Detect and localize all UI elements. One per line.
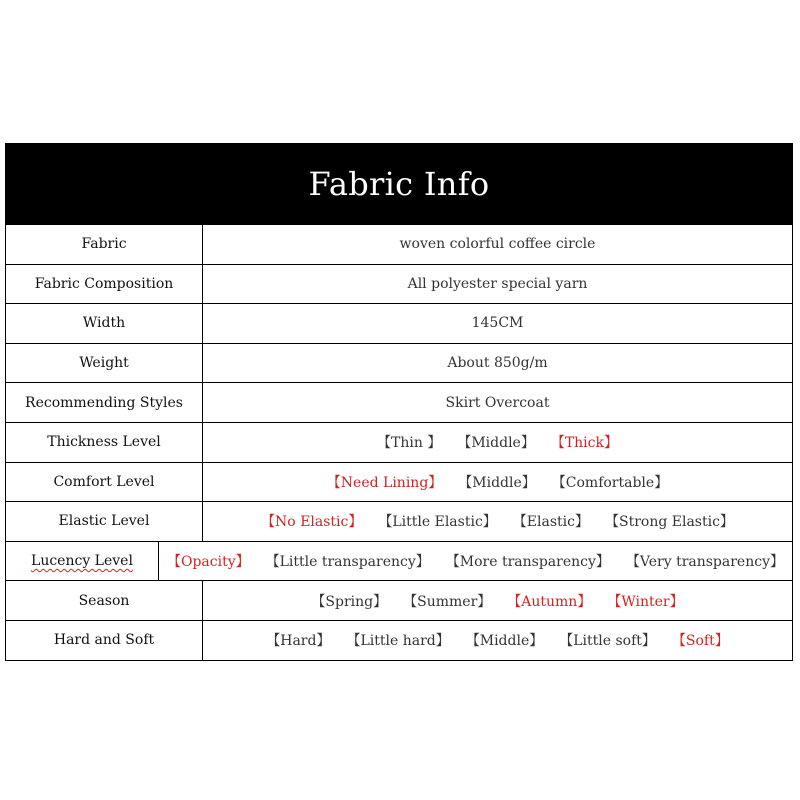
option: 【Middle】 — [465, 633, 544, 650]
row-value — [203, 265, 792, 304]
row-label-text: Elastic Level — [58, 513, 150, 530]
table-row — [6, 541, 792, 581]
row-label — [6, 423, 203, 462]
row-value — [203, 581, 792, 620]
row-label-text: Season — [78, 592, 130, 609]
row-label — [6, 344, 203, 383]
option: 【Spring】 — [311, 593, 388, 610]
row-value — [203, 225, 792, 264]
fabric-info-table — [5, 143, 793, 661]
row-value — [203, 463, 792, 502]
row-value-text: About 850g/m — [447, 355, 548, 372]
option: 【Hard】 — [266, 633, 331, 650]
option: 【Comfortable】 — [551, 474, 669, 491]
row-label-text: Width — [82, 315, 126, 332]
row-label — [6, 581, 203, 620]
row-value — [203, 621, 792, 660]
row-value — [159, 542, 792, 581]
option: 【Elastic】 — [512, 514, 589, 531]
row-label — [6, 304, 203, 343]
option: 【Summer】 — [403, 593, 492, 610]
option-selected: 【No Elastic】 — [261, 514, 363, 531]
option-selected: 【Thick】 — [550, 435, 618, 452]
table-title: Fabric Info — [308, 165, 490, 203]
row-value-text: Skirt Overcoat — [445, 394, 550, 411]
row-label — [6, 463, 203, 502]
table-header — [6, 144, 792, 224]
option: 【Middle】 — [457, 435, 535, 452]
option-selected: 【Opacity】 — [166, 554, 250, 571]
option: 【Little Elastic】 — [378, 514, 497, 531]
row-value — [203, 502, 792, 541]
row-label-text: Weight — [79, 355, 129, 372]
table-row — [6, 224, 792, 264]
row-label — [6, 502, 203, 541]
row-label — [6, 383, 203, 422]
row-value — [203, 304, 792, 343]
row-label-text: Fabric Composition — [34, 275, 174, 292]
row-label-text: Fabric — [81, 236, 127, 253]
row-value-text: woven colorful coffee circle — [399, 236, 596, 253]
row-label-text: Lucency Level — [31, 553, 133, 570]
table-row — [6, 422, 792, 462]
table-row — [6, 303, 792, 343]
option-selected: 【Need Lining】 — [326, 474, 443, 491]
table-row — [6, 343, 792, 383]
option-selected: 【Autumn】 — [507, 593, 592, 610]
table-row — [6, 382, 792, 422]
option: 【Middle】 — [458, 474, 536, 491]
row-label-text: Recommending Styles — [25, 394, 183, 411]
option-selected: 【Soft】 — [671, 633, 729, 650]
row-value — [203, 423, 792, 462]
option: 【Little transparency】 — [265, 554, 430, 571]
option: 【More transparency】 — [445, 554, 610, 571]
row-value-text: All polyester special yarn — [407, 275, 588, 292]
table-row — [6, 620, 792, 660]
row-label-text: Hard and Soft — [53, 632, 155, 649]
option: 【Strong Elastic】 — [604, 514, 734, 531]
row-label — [6, 542, 159, 581]
row-value-text: 145CM — [471, 315, 524, 332]
option: 【Little soft】 — [559, 633, 656, 650]
table-row — [6, 264, 792, 304]
table-row — [6, 462, 792, 502]
row-label — [6, 225, 203, 264]
option: 【Little hard】 — [346, 633, 450, 650]
table-row — [6, 501, 792, 541]
option-selected: 【Winter】 — [607, 593, 684, 610]
table-row — [6, 580, 792, 620]
row-value — [203, 383, 792, 422]
option: 【Thin 】 — [377, 435, 442, 452]
table-body — [6, 224, 792, 660]
row-label — [6, 621, 203, 660]
row-label-text: Thickness Level — [47, 434, 161, 451]
row-label-text: Comfort Level — [53, 473, 155, 490]
row-label — [6, 265, 203, 304]
row-value — [203, 344, 792, 383]
option: 【Very transparency】 — [625, 554, 784, 571]
